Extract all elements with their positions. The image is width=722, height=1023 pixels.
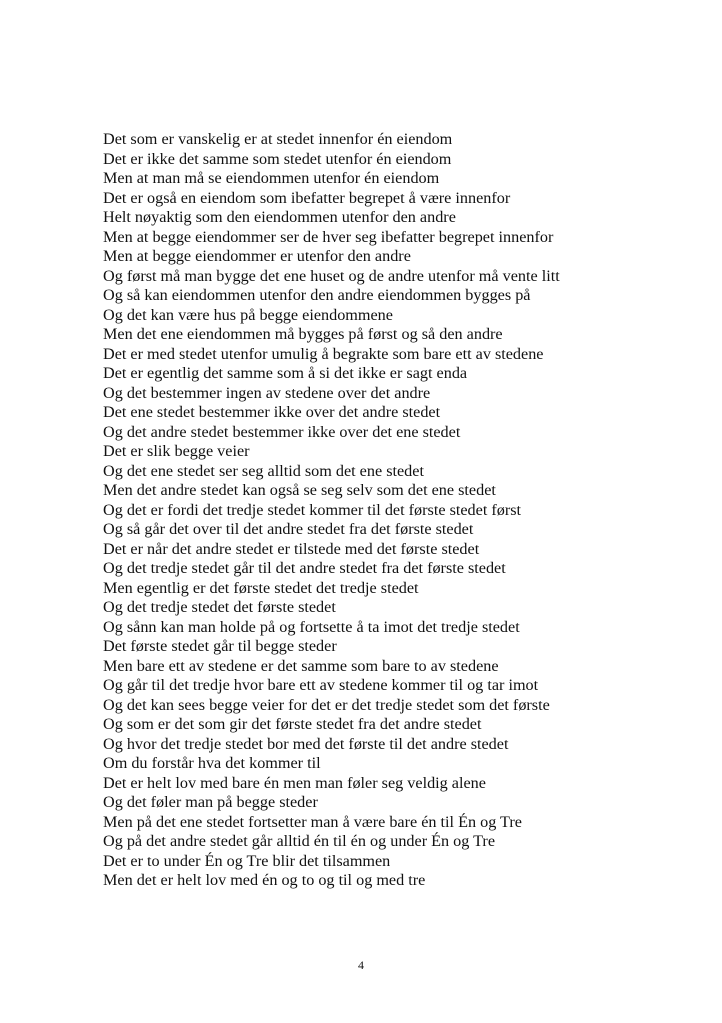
page-number: 4 xyxy=(358,958,364,972)
text-line: Helt nøyaktig som den eiendommen utenfor den andre xyxy=(103,208,456,226)
text-line: Og sånn kan man holde på og fortsette å ta imot det tredje stedet xyxy=(103,617,520,636)
text-line: Og det andre stedet bestemmer ikke over det ene stedet xyxy=(103,422,461,441)
poem-text-block xyxy=(103,130,703,891)
text-line: Det første stedet går til begge steder xyxy=(103,637,337,655)
text-line: Men på det ene stedet fortsetter man å være bare én til Én og Tre xyxy=(103,812,522,831)
text-line: Og på det andre stedet går alltid én til én og under Én og Tre xyxy=(103,832,496,850)
text-line: Det er når det andre stedet er tilstede med det første stedet xyxy=(103,539,480,558)
text-line: Det er ikke det samme som stedet utenfor én eiendom xyxy=(103,149,452,168)
text-line: Og så går det over til det andre stedet fra det første stedet xyxy=(103,520,474,538)
text-line: Det er også en eiendom som ibefatter begrepet å være innenfor xyxy=(103,188,511,207)
text-line: Og går til det tredje hvor bare ett av stedene kommer til og tar imot xyxy=(103,676,539,694)
text-line: Det er to under Én og Tre blir det tilsammen xyxy=(103,851,391,870)
text-line: Men at begge eiendommer ser de hver seg ibefatter begrepet innenfor xyxy=(103,227,554,246)
text-line: Og det kan være hus på begge eiendommene xyxy=(103,305,393,324)
text-line: Det som er vanskelig er at stedet innenfor én eiendom xyxy=(103,130,453,148)
text-line: Og som er det som gir det første stedet fra det andre stedet xyxy=(103,715,482,733)
text-line: Det er egentlig det samme som å si det ikke er sagt enda xyxy=(103,364,468,382)
text-line: Og det kan sees begge veier for det er det tredje stedet som det første xyxy=(103,695,550,714)
text-line: Det er helt lov med bare én men man føler seg veldig alene xyxy=(103,773,486,792)
text-line: Men det andre stedet kan også se seg selv som det ene stedet xyxy=(103,481,496,499)
text-line: Og det bestemmer ingen av stedene over det andre xyxy=(103,383,431,402)
text-line: Det er med stedet utenfor umulig å begrakte som bare ett av stedene xyxy=(103,344,544,363)
text-line: Men at begge eiendommer er utenfor den andre xyxy=(103,247,411,265)
text-line: Men det ene eiendommen må bygges på først og så den andre xyxy=(103,325,503,343)
text-line: Og så kan eiendommen utenfor den andre eiendommen bygges på xyxy=(103,286,531,304)
text-line: Det ene stedet bestemmer ikke over det andre stedet xyxy=(103,403,441,421)
text-line: Men at man må se eiendommen utenfor én eiendom xyxy=(103,169,440,187)
text-line: Men det er helt lov med én og to og til og med tre xyxy=(103,871,426,889)
text-line: Om du forstår hva det kommer til xyxy=(103,754,321,772)
text-line: Og det ene stedet ser seg alltid som det ene stedet xyxy=(103,461,424,480)
text-line: Og det føler man på begge steder xyxy=(103,793,318,811)
text-line: Og hvor det tredje stedet bor med det første til det andre stedet xyxy=(103,734,509,753)
text-line: Og det er fordi det tredje stedet kommer til det første stedet først xyxy=(103,500,522,519)
text-line: Det er slik begge veier xyxy=(103,442,250,460)
text-line: Og først må man bygge det ene huset og de andre utenfor må vente litt xyxy=(103,266,560,285)
text-line: Og det tredje stedet det første stedet xyxy=(103,598,336,616)
text-line: Men egentlig er det første stedet det tredje stedet xyxy=(103,578,419,597)
text-line: Og det tredje stedet går til det andre stedet fra det første stedet xyxy=(103,559,506,577)
text-line: Men bare ett av stedene er det samme som bare to av stedene xyxy=(103,656,499,675)
